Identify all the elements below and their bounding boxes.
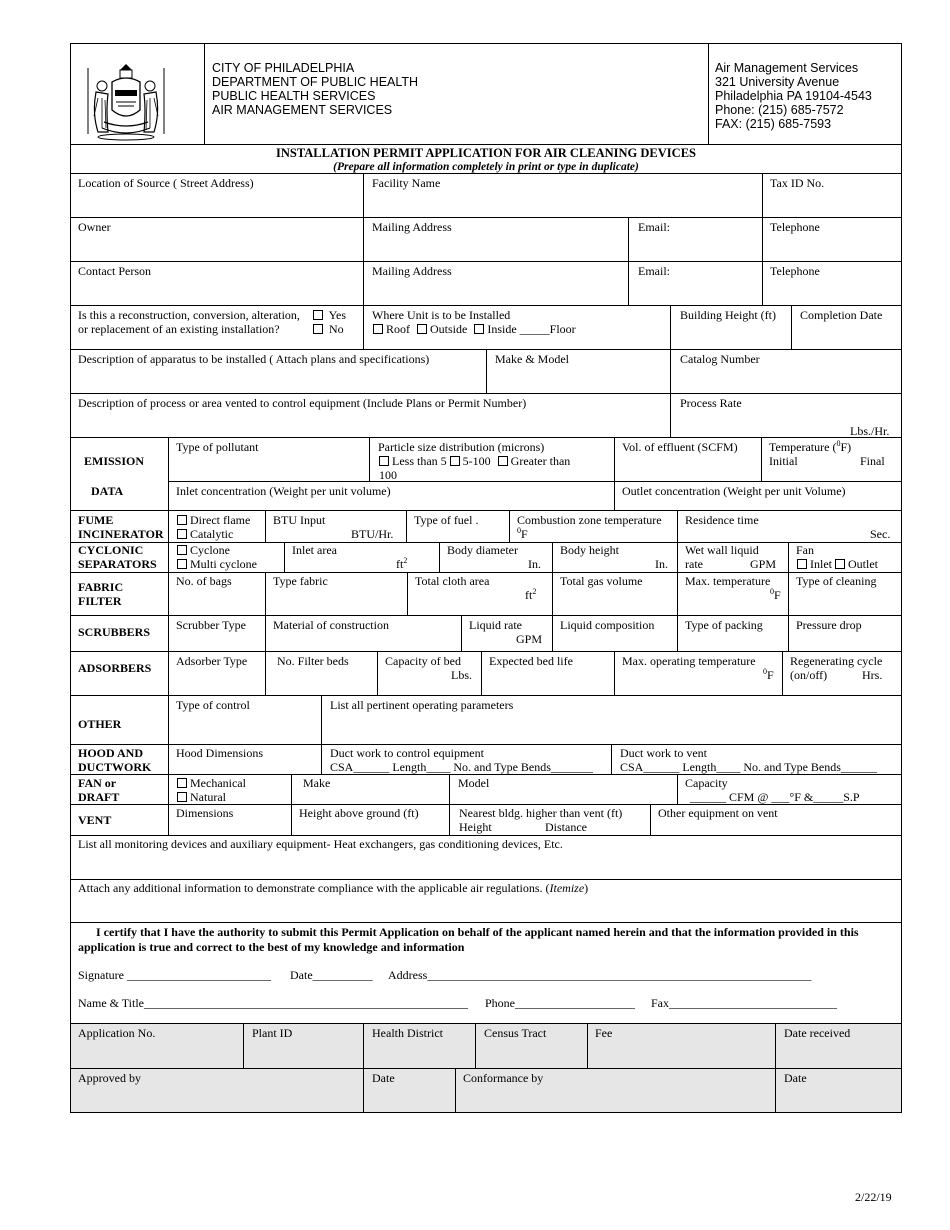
catalytic-label: Catalytic <box>190 527 234 541</box>
signature-field[interactable]: Signature ________________________ <box>78 968 271 982</box>
inside-label: Inside _____Floor <box>487 322 576 336</box>
date-received-field[interactable]: Date received <box>784 1026 851 1040</box>
checkbox-icon <box>177 515 187 525</box>
census-tract-field[interactable]: Census Tract <box>484 1026 547 1040</box>
sign-date-field[interactable]: Date__________ <box>290 968 373 982</box>
form-title: INSTALLATION PERMIT APPLICATION FOR AIR CLEANING DEVICES <box>276 146 696 160</box>
duct-vent-label: Duct work to vent <box>620 746 707 760</box>
fuel-type-field[interactable]: Type of fuel . <box>414 513 479 527</box>
agency-name: Air Management Services <box>715 61 859 75</box>
fan-draft-label: FAN or <box>78 776 117 790</box>
roof-label: Roof <box>386 322 410 336</box>
temperature-unit: F) <box>840 440 852 454</box>
monitoring-devices-field[interactable]: List all monitoring devices and auxiliary equipment- Heat exchangers, gas conditioning devices, Etc. <box>78 837 563 851</box>
control-type-field[interactable]: Type of control <box>176 698 250 712</box>
inside-checkbox[interactable] <box>474 324 484 334</box>
checkbox-icon <box>177 559 187 569</box>
fax-field[interactable]: Fax____________________________ <box>651 996 837 1010</box>
max-operating-temp-unit <box>763 668 774 682</box>
duct-vent-fields[interactable]: CSA______ Length____ No. and Type Bends______ <box>620 760 877 774</box>
final-label: Final <box>860 454 885 468</box>
body-height-field[interactable]: Body height <box>560 543 619 557</box>
effluent-volume-field[interactable]: Vol. of effluent (SCFM) <box>622 440 738 454</box>
fan-model-field[interactable]: Model <box>458 776 490 790</box>
apparatus-description-field[interactable]: Description of apparatus to be installed ( Attach plans and specifications) <box>78 352 430 366</box>
gt-checkbox[interactable] <box>498 456 508 466</box>
scrubber-type-field[interactable]: Scrubber Type <box>176 618 246 632</box>
certify-line-1: I certify that I have the authority to submit this Permit Application on behalf of the applicant named herein and that the information provided in this <box>96 925 859 939</box>
checkbox-icon <box>177 792 187 802</box>
other-equipment-field[interactable]: Other equipment on vent <box>658 806 778 820</box>
filter-label: FILTER <box>78 594 122 608</box>
filter-beds-field[interactable]: No. Filter beds <box>277 654 349 668</box>
liquid-rate-unit: GPM <box>516 632 543 646</box>
cyclone-label: Cyclone <box>190 543 230 557</box>
body-diameter-unit: In. <box>528 557 541 571</box>
liquid-rate-field[interactable]: Liquid rate <box>469 618 522 632</box>
agency-fax: FAX: (215) 685-7593 <box>715 117 832 131</box>
additional-info-label: Attach any additional information to demonstrate compliance with the applicable air regulations. ( <box>78 881 550 895</box>
liquid-composition-field[interactable]: Liquid composition <box>560 618 655 632</box>
owner-field[interactable]: Owner <box>78 220 111 234</box>
max-operating-temp-field[interactable]: Max. operating temperature <box>622 654 756 668</box>
fan-make-field[interactable]: Make <box>303 776 331 790</box>
residence-time-field[interactable]: Residence time <box>685 513 759 527</box>
btu-input-field[interactable]: BTU Input <box>273 513 326 527</box>
address-field[interactable]: Address________________________________________________________________ <box>388 968 812 982</box>
contact-email-field[interactable]: Email: <box>638 264 670 278</box>
bed-life-field[interactable]: Expected bed life <box>489 654 573 668</box>
max-temperature-field[interactable]: Max. temperature <box>685 574 771 588</box>
gt-label: Greater than <box>510 454 571 468</box>
f-unit: F <box>767 668 774 682</box>
health-district-field[interactable]: Health District <box>372 1026 443 1040</box>
natural-checkbox[interactable] <box>177 790 226 804</box>
inlet-concentration-field[interactable]: Inlet concentration (Weight per unit volume) <box>176 484 391 498</box>
plant-id-field[interactable]: Plant ID <box>252 1026 293 1040</box>
fan-position-options[interactable] <box>797 557 878 571</box>
hood-dimensions-field[interactable]: Hood Dimensions <box>176 746 263 760</box>
nearest-height-field[interactable]: Height <box>459 820 492 834</box>
outside-label: Outside <box>430 322 468 336</box>
regenerating-cycle-field[interactable]: Regenerating cycle <box>790 654 883 668</box>
operating-parameters-field[interactable]: List all pertinent operating parameters <box>330 698 514 712</box>
degree-sup: 0 <box>836 439 841 448</box>
degree-sup: 0 <box>517 526 521 535</box>
number-bags-field[interactable]: No. of bags <box>176 574 232 588</box>
regenerating-onoff-label: (on/off) <box>790 668 828 682</box>
vent-label: VENT <box>78 813 112 827</box>
mechanical-checkbox[interactable] <box>177 776 246 790</box>
adsorber-type-field[interactable]: Adsorber Type <box>176 654 248 668</box>
contact-mailing-field[interactable]: Mailing Address <box>372 264 452 278</box>
residence-unit: Sec. <box>870 527 891 541</box>
cloth-area-field[interactable]: Total cloth area <box>415 574 490 588</box>
itemize-label: Itemize <box>549 881 585 895</box>
duct-control-fields[interactable]: CSA______ Length____ No. and Type Bends_______ <box>330 760 593 774</box>
ams-name: AIR MANAGEMENT SERVICES <box>212 103 393 117</box>
owner-mailing-field[interactable]: Mailing Address <box>372 220 452 234</box>
f-unit: F <box>774 588 781 602</box>
vent-height-field[interactable]: Height above ground (ft) <box>299 806 419 820</box>
agency-street: 321 University Avenue <box>715 75 840 89</box>
cyclonic-label: CYCLONIC <box>78 543 144 557</box>
vent-dimensions-field[interactable]: Dimensions <box>176 806 234 820</box>
agency-city: Philadelphia PA 19104-4543 <box>715 89 872 103</box>
direct-flame-checkbox[interactable] <box>177 513 250 527</box>
ft-unit: ft <box>525 588 533 602</box>
construction-material-field[interactable]: Material of construction <box>273 618 389 632</box>
revision-date: 2/22/19 <box>855 1190 892 1204</box>
checkbox-icon <box>313 324 323 334</box>
wet-wall-unit: GPM <box>750 557 777 571</box>
particle-size-options[interactable] <box>379 454 570 468</box>
degree-sup: 0 <box>763 667 767 676</box>
emission-label: EMISSION <box>84 454 145 468</box>
5-100-label: 5-100 <box>462 454 491 468</box>
process-rate-unit: Lbs./Hr. <box>850 424 890 438</box>
reconstruction-question-1: Is this a reconstruction, conversion, alteration, <box>78 308 300 322</box>
initial-label: Initial <box>769 454 798 468</box>
reconstruction-question-2: or replacement of an existing installation? <box>78 322 280 336</box>
bed-capacity-unit: Lbs. <box>451 668 472 682</box>
other-label: OTHER <box>78 717 122 731</box>
cleaning-type-field[interactable]: Type of cleaning <box>796 574 877 588</box>
hood-label: HOOD AND <box>78 746 144 760</box>
fan-outlet-checkbox[interactable] <box>835 559 845 569</box>
duct-control-label: Duct work to control equipment <box>330 746 484 760</box>
data-label: DATA <box>91 484 124 498</box>
catalog-number-field[interactable]: Catalog Number <box>680 352 760 366</box>
make-model-field[interactable]: Make & Model <box>495 352 569 366</box>
application-number-field[interactable]: Application No. <box>78 1026 156 1040</box>
gas-volume-field[interactable]: Total gas volume <box>560 574 643 588</box>
squared-sup: 2 <box>403 556 408 565</box>
natural-label: Natural <box>190 790 226 804</box>
checkbox-icon <box>177 778 187 788</box>
conformance-date-field[interactable]: Date <box>784 1071 807 1085</box>
contact-telephone-field[interactable]: Telephone <box>770 264 820 278</box>
process-description-field[interactable]: Description of process or area vented to control equipment (Include Plans or Permit Number) <box>78 396 527 410</box>
nearest-distance-field[interactable]: Distance <box>545 820 587 834</box>
combustion-temp-field[interactable]: Combustion zone temperature <box>517 513 662 527</box>
direct-flame-label: Direct flame <box>190 513 251 527</box>
inlet-area-field[interactable]: Inlet area <box>292 543 337 557</box>
fan-capacity-label: Capacity <box>685 776 728 790</box>
5-100-checkbox[interactable] <box>450 456 460 466</box>
approval-date-field[interactable]: Date <box>372 1071 395 1085</box>
cyclone-checkbox[interactable] <box>177 543 230 557</box>
certify-line-2: application is true and correct to the best of my knowledge and information <box>78 940 465 954</box>
squared-sup: 2 <box>532 587 537 596</box>
roof-checkbox[interactable] <box>373 324 383 334</box>
additional-info-field[interactable] <box>78 881 588 895</box>
particle-size-label: Particle size distribution (microns) <box>378 440 545 454</box>
dept-name: DEPARTMENT OF PUBLIC HEALTH <box>212 75 419 89</box>
install-location-options[interactable] <box>373 322 576 336</box>
approved-by-field[interactable]: Approved by <box>78 1071 141 1085</box>
f-unit: F <box>521 527 528 541</box>
packing-type-field[interactable]: Type of packing <box>685 618 763 632</box>
pollutant-type-field[interactable]: Type of pollutant <box>176 440 259 454</box>
nearest-building-label: Nearest bldg. higher than vent (ft) <box>459 806 623 820</box>
temperature-field[interactable] <box>769 440 851 454</box>
fee-field[interactable]: Fee <box>595 1026 613 1040</box>
multi-cyclone-checkbox[interactable] <box>177 557 257 571</box>
multi-cyclone-label: Multi cyclone <box>190 557 257 571</box>
adsorbers-label: ADSORBERS <box>78 661 152 675</box>
owner-email-field[interactable]: Email: <box>638 220 670 234</box>
ductwork-label: DUCTWORK <box>78 760 152 774</box>
inlet-area-unit <box>396 557 407 571</box>
paren-close: ) <box>584 881 589 895</box>
regenerating-unit: Hrs. <box>862 668 883 682</box>
particle-100-label: 100 <box>379 468 397 482</box>
outlet-concentration-field[interactable]: Outlet concentration (Weight per unit Volume) <box>622 484 846 498</box>
recon-no-checkbox[interactable] <box>313 322 344 336</box>
ft-unit: ft <box>396 557 404 571</box>
name-title-field[interactable]: Name & Title______________________________________________________ <box>78 996 469 1010</box>
wet-wall-field[interactable]: Wet wall liquid <box>685 543 759 557</box>
checkbox-icon <box>177 529 187 539</box>
yes-label: Yes <box>328 308 347 322</box>
lt5-checkbox[interactable] <box>379 456 389 466</box>
facility-name-field[interactable]: Facility Name <box>372 176 441 190</box>
fan-outlet-label: Outlet <box>848 557 878 571</box>
recon-yes-checkbox[interactable] <box>313 308 346 322</box>
install-location-label: Where Unit is to be Installed <box>372 308 511 322</box>
tax-id-field[interactable]: Tax ID No. <box>770 176 825 190</box>
form-subtitle: (Prepare all information completely in print or type in duplicate) <box>333 161 639 173</box>
separators-label: SEPARATORS <box>78 557 157 571</box>
fan-inlet-checkbox[interactable] <box>797 559 807 569</box>
conformance-by-field[interactable]: Conformance by <box>463 1071 544 1085</box>
fan-capacity-fields[interactable]: ______ CFM @ ___°F &_____S.P <box>690 790 860 804</box>
body-height-unit: In. <box>655 557 668 571</box>
btu-unit: BTU/Hr. <box>351 527 394 541</box>
scrubbers-label: SCRUBBERS <box>78 625 151 639</box>
bed-capacity-field[interactable]: Capacity of bed <box>385 654 461 668</box>
draft-label: DRAFT <box>78 790 120 804</box>
process-rate-field[interactable]: Process Rate <box>680 396 742 410</box>
owner-telephone-field[interactable]: Telephone <box>770 220 820 234</box>
fabric-label: FABRIC <box>78 580 124 594</box>
incinerator-label: INCINERATOR <box>78 527 164 541</box>
catalytic-checkbox[interactable] <box>177 527 233 541</box>
cloth-area-unit <box>525 588 536 602</box>
city-name: CITY OF PHILADELPHIA <box>212 61 355 75</box>
completion-date-field[interactable]: Completion Date <box>800 308 883 322</box>
degree-sup: 0 <box>770 587 774 596</box>
max-temperature-unit <box>770 588 781 602</box>
phs-name: PUBLIC HEALTH SERVICES <box>212 89 376 103</box>
combustion-temp-unit <box>517 527 528 541</box>
fan-inlet-label: Inlet <box>810 557 832 571</box>
fabric-type-field[interactable]: Type fabric <box>273 574 328 588</box>
phone-field[interactable]: Phone____________________ <box>485 996 635 1010</box>
contact-person-field[interactable]: Contact Person <box>78 264 151 278</box>
city-seal-logo <box>82 58 170 142</box>
body-diameter-field[interactable]: Body diameter <box>447 543 518 557</box>
temperature-label: Temperature ( <box>769 440 837 454</box>
checkbox-icon <box>313 310 323 320</box>
agency-phone: Phone: (215) 685-7572 <box>715 103 844 117</box>
checkbox-icon <box>177 545 187 555</box>
mechanical-label: Mechanical <box>190 776 246 790</box>
no-label: No <box>329 322 344 336</box>
fan-label: Fan <box>796 543 814 557</box>
outside-checkbox[interactable] <box>417 324 427 334</box>
lt5-label: Less than 5 <box>392 454 447 468</box>
wet-wall-rate-label: rate <box>685 557 703 571</box>
pressure-drop-field[interactable]: Pressure drop <box>796 618 862 632</box>
building-height-field[interactable]: Building Height (ft) <box>680 308 776 322</box>
location-field[interactable]: Location of Source ( Street Address) <box>78 176 254 190</box>
fume-label: FUME <box>78 513 114 527</box>
